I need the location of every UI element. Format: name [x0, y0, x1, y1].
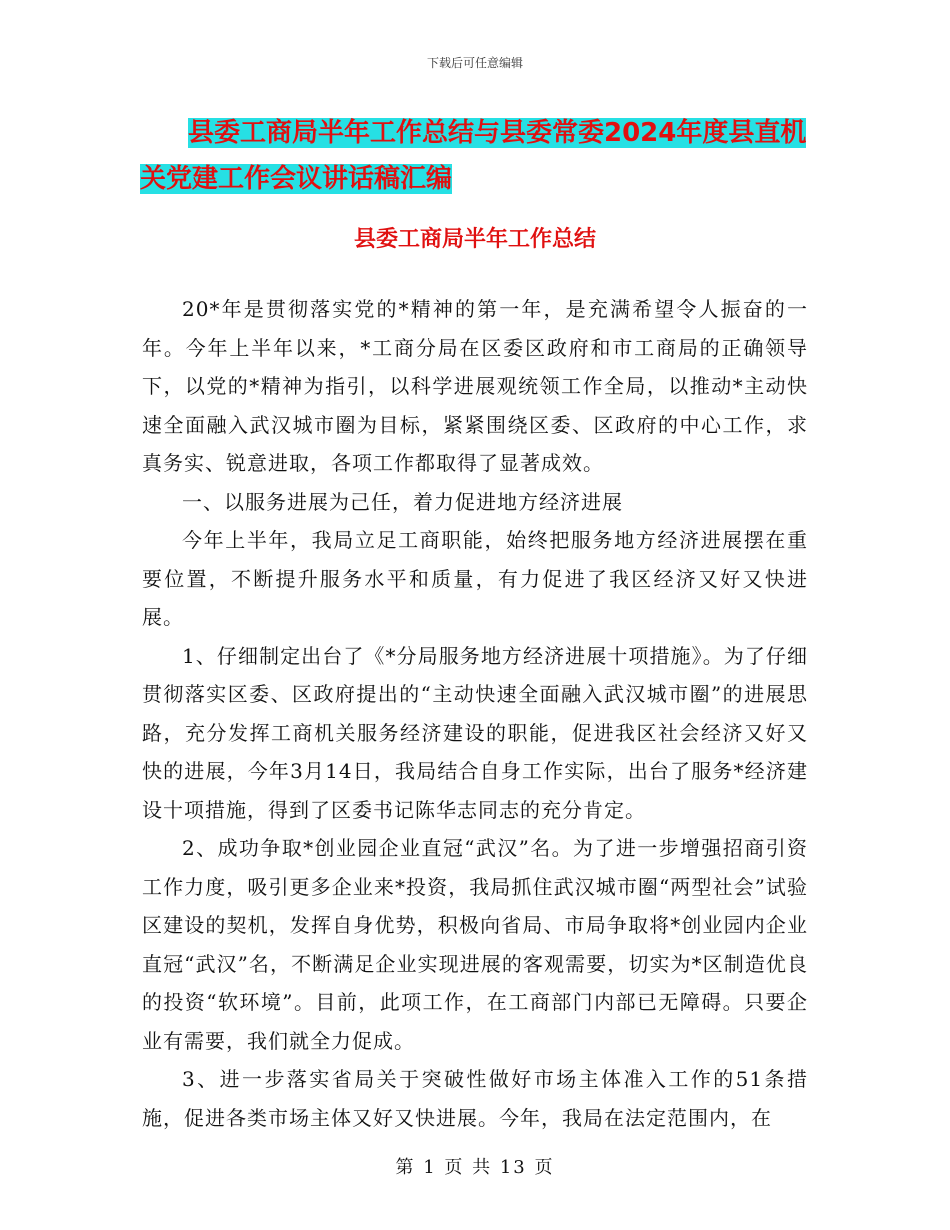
title-line-2-text: 关党建工作会议讲话稿汇编 [140, 164, 453, 194]
paragraph: 一、以服务进展为己任，着力促进地方经济进展 [182, 489, 623, 514]
title-line-2 [140, 156, 830, 202]
section-title: 县委工商局半年工作总结 [353, 227, 596, 252]
title-line-1 [140, 110, 830, 156]
document-title [140, 110, 830, 202]
document-body [142, 290, 808, 1137]
paragraph: 2、成功争取*创业园企业直冠“武汉”名。为了进一步增强招商引资工作力度，吸引更多企业来*投资，我局抓住武汉城市圈“两型社会”试验区建设的契机，发挥自身优势，积极向省局、市局争取将*创业园内企业直冠“武汉”名，不断满足企业实现进展的客观需要，切实为*区制造优良的投资“软环境”。目前，此项工作，在工商部门内部已无障碍。只要企业有需要，我们就全力促成。 [142, 836, 808, 1053]
paragraph: 20*年是贯彻落实党的*精神的第一年，是充满希望令人振奋的一年。今年上半年以来，*工商分局在区委区政府和市工商局的正确领导下，以党的*精神为指引，以科学进展观统领工作全局，以推动*主动快速全面融入武汉城市圈为目标，紧紧围绕区委、区政府的中心工作，求真务实、锐意进取，各项工作都取得了显著成效。 [142, 297, 808, 475]
paragraph: 1、仔细制定出台了《*分局服务地方经济进展十项措施》。为了仔细贯彻落实区委、区政府提出的“主动快速全面融入武汉城市圈”的进展思路，充分发挥工商机关服务经济建设的职能，促进我区社会经济又好又快的进展，今年3月14日，我局结合自身工作实际，出台了服务*经济建设十项措施，得到了区委书记陈华志同志的充分肯定。 [142, 643, 808, 822]
header-note: 下载后可任意编辑 [426, 56, 523, 70]
paragraph: 3、进一步落实省局关于突破性做好市场主体准入工作的51条措施，促进各类市场主体又好又快进展。今年，我局在法定范围内，在 [142, 1067, 808, 1130]
paragraph: 今年上半年，我局立足工商职能，始终把服务地方经济进展摆在重要位置，不断提升服务水平和质量，有力促进了我区经济又好又快进展。 [142, 528, 808, 629]
page-number-footer: 第 1 页 共 13 页 [395, 1157, 555, 1178]
title-line-1-text: 县委工商局半年工作总结与县委常委2024年度县直机 [188, 118, 807, 148]
